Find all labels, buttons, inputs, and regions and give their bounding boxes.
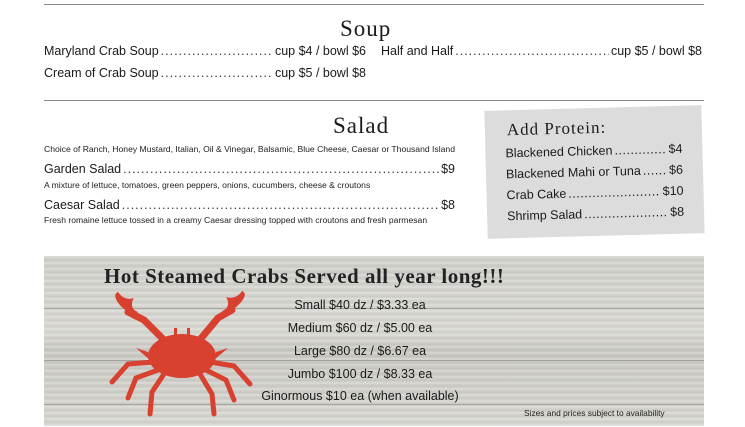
item-name: Half and Half	[381, 44, 454, 58]
dot-leader	[643, 163, 668, 178]
item-name: Caesar Salad	[44, 198, 120, 212]
add-protein-panel	[484, 105, 704, 239]
item-name: Shrimp Salad	[506, 207, 583, 224]
soup-heading: Soup	[340, 16, 392, 41]
item-name: Blackened Chicken	[505, 143, 613, 161]
item-price: $4	[668, 141, 683, 157]
dot-leader	[122, 198, 439, 212]
item-description: Fresh romaine lettuce tossed in a creamy Caesar dressing topped with croutons and fresh parmesan	[44, 215, 428, 225]
soup-item	[44, 66, 366, 80]
protein-item	[506, 163, 683, 182]
item-price: cup $5 / bowl $8	[610, 44, 702, 58]
salad-item	[44, 198, 455, 212]
crab-icon	[106, 290, 256, 420]
add-protein-heading: Add Protein:	[506, 117, 607, 140]
item-name: Blackened Mahi or Tuna	[505, 163, 641, 182]
soup-item	[381, 44, 702, 58]
item-price: $10	[662, 183, 684, 199]
crabs-heading: Hot Steamed Crabs Served all year long!!!	[104, 264, 505, 288]
item-price: cup $5 / bowl $8	[274, 66, 366, 80]
top-divider	[44, 4, 704, 5]
item-price: $9	[441, 162, 455, 176]
protein-item	[506, 184, 683, 203]
section-divider	[44, 100, 704, 101]
item-name: Cream of Crab Soup	[44, 66, 159, 80]
item-price: $8	[669, 204, 685, 220]
item-name: Garden Salad	[44, 162, 122, 176]
item-price: $6	[668, 162, 684, 178]
steamed-crabs-panel	[44, 256, 704, 426]
dot-leader	[568, 184, 661, 200]
availability-note: Sizes and prices subject to availability	[524, 408, 665, 418]
item-name: Crab Cake	[506, 186, 567, 203]
item-price: cup $4 / bowl $6	[274, 44, 366, 58]
soup-item	[44, 44, 366, 58]
protein-item	[507, 205, 684, 224]
item-price: $8	[441, 198, 455, 212]
dot-leader	[123, 162, 439, 176]
dot-leader	[584, 205, 668, 221]
crab-price-jumbo: Jumbo $100 dz / $8.33 ea	[287, 367, 433, 381]
dot-leader	[455, 44, 609, 58]
dot-leader	[614, 142, 666, 157]
dot-leader	[161, 66, 273, 80]
dot-leader	[161, 44, 273, 58]
crab-price-large: Large $80 dz / $6.67 ea	[293, 344, 427, 358]
crab-price-small: Small $40 dz / $3.33 ea	[294, 298, 426, 312]
item-description: A mixture of lettuce, tomatoes, green peppers, onions, cucumbers, cheese & croutons	[44, 180, 371, 190]
protein-item	[505, 142, 682, 161]
salad-item	[44, 162, 455, 176]
crab-price-ginormous: Ginormous $10 ea (when available)	[261, 389, 459, 403]
salad-heading: Salad	[333, 113, 390, 138]
item-name: Maryland Crab Soup	[44, 44, 159, 58]
crab-price-medium: Medium $60 dz / $5.00 ea	[287, 321, 433, 335]
dressing-choices: Choice of Ranch, Honey Mustard, Italian, Oil & Vinegar, Balsamic, Blue Cheese, Caesar or Thousand Island	[44, 144, 455, 154]
